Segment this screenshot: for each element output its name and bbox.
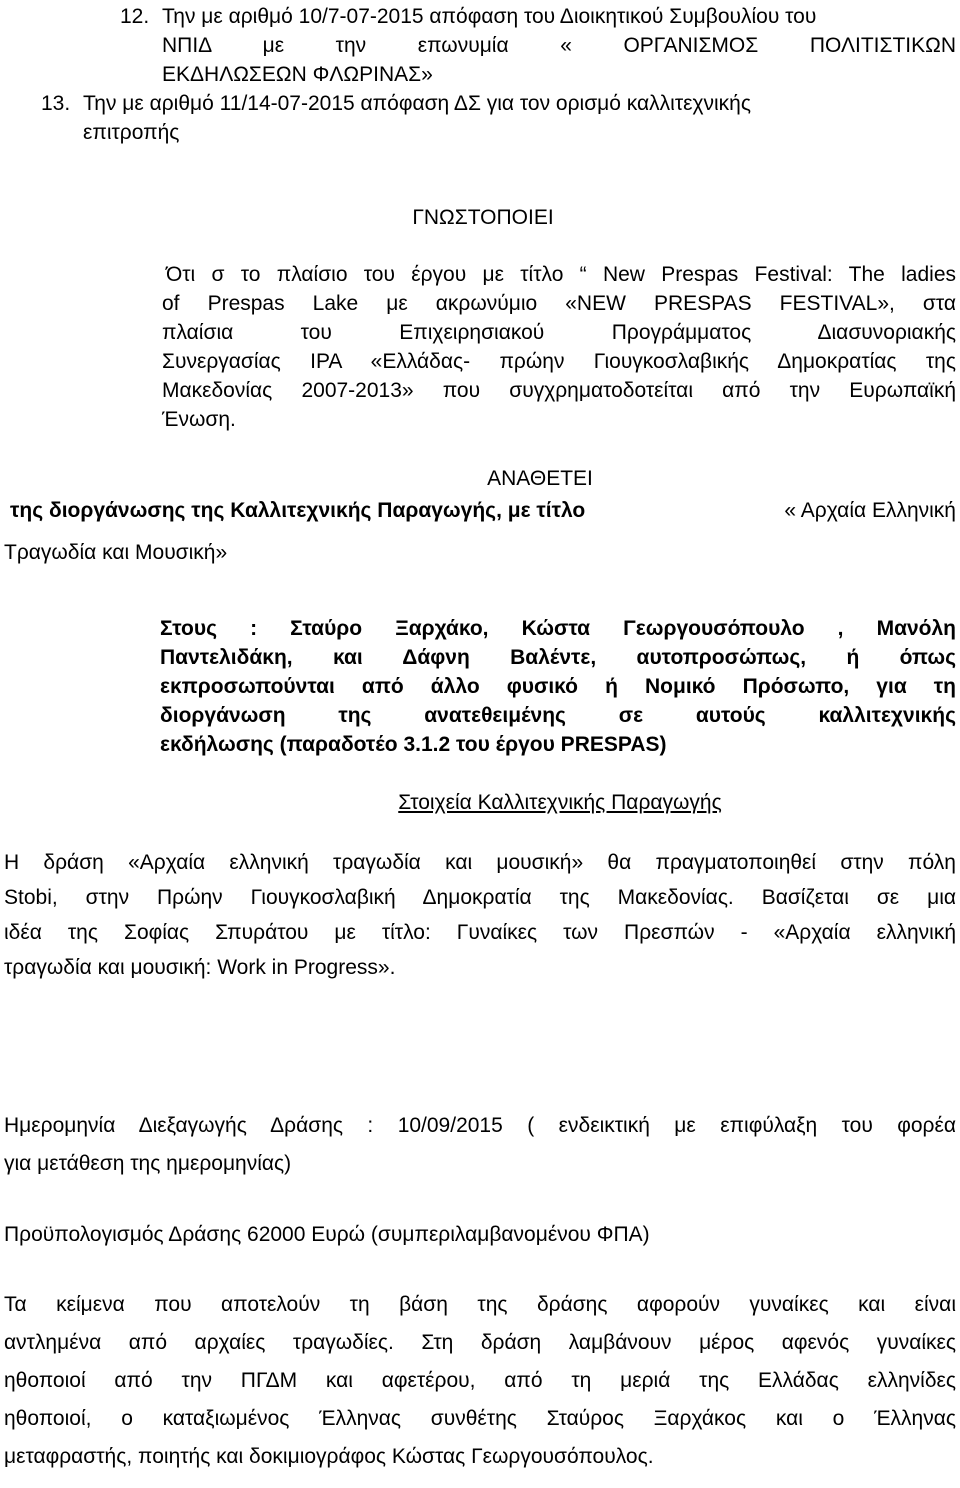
paragraph-line: Τα κείμενα που αποτελούν τη βάση της δράσης αφορούν γυναίκες και είναι xyxy=(4,1293,956,1316)
paragraph-line: Μακεδονίας 2007-2013» που συγχρηματοδοτείται από την Ευρωπαϊκή xyxy=(162,379,956,402)
paragraph-line: Ένωση. xyxy=(162,408,236,431)
list-item-text-line: Την με αριθμό 11/14-07-2015 απόφαση ΔΣ για τον ορισμό καλλιτεχνικής xyxy=(83,92,751,115)
paragraph-line: διοργάνωση της ανατεθειμένης σε αυτούς καλλιτεχνικής xyxy=(160,704,956,727)
action-paragraph xyxy=(4,845,956,985)
list-item-12-cont2 xyxy=(162,60,956,89)
paragraph-line: μεταφραστής, ποιητής και δοκιμιογράφος Κώστας Γεωργουσόπουλος. xyxy=(4,1445,654,1468)
budget-line: Προϋπολογισμός Δράσης 62000 Ευρώ (συμπεριλαμβανομένου ΦΠΑ) xyxy=(4,1223,650,1246)
list-item-text-line: ΕΚΔΗΛΩΣΕΩΝ ΦΛΩΡΙΝΑΣ» xyxy=(162,63,433,86)
paragraph-line: Συνεργασίας IPA «Ελλάδας- πρώην Γιουγκοσλαβικής Δημοκρατίας της xyxy=(162,350,956,373)
list-number: 12. xyxy=(120,5,150,28)
list-item-text-line: Την με αριθμό 10/7-07-2015 απόφαση του Διοικητικού Συμβουλίου του xyxy=(162,5,817,28)
paragraph-line: Παντελιδάκη, και Δάφνη Βαλέντε, αυτοπροσώπως, ή όπως xyxy=(160,646,956,669)
list-item-12 xyxy=(120,2,956,31)
details-heading: Στοιχεία Καλλιτεχνικής Παραγωγής xyxy=(398,791,722,814)
paragraph-line: πλαίσια του Επιχειρησιακού Προγράμματος Διασυνοριακής xyxy=(162,321,956,344)
paragraph-line: Ότι σ το πλαίσιο του έργου με τίτλο “ New Prespas Festival: The ladies xyxy=(166,263,956,286)
paragraph-line: Ημερομηνία Διεξαγωγής Δράσης : 10/09/2015 ( ενδεικτική με επιφύλαξη του φορέα xyxy=(4,1114,956,1137)
paragraph-line: εκδήλωσης (παραδοτέο 3.1.2 του έργου PRESPAS) xyxy=(160,733,667,756)
paragraph-line: Η δράση «Αρχαία ελληνική τραγωδία και μουσική» θα πραγματοποιηθεί στην πόλη xyxy=(4,851,956,874)
list-item-text-line: επιτροπής xyxy=(83,121,180,144)
paragraph-line: ηθοποιοί, ο καταξιωμένος Έλληνας συνθέτης Σταύρος Ξαρχάκος και ο Έλληνας xyxy=(4,1407,956,1430)
paragraph-line: Στους : Σταύρο Ξαρχάκο, Κώστα Γεωργουσόπουλο , Μανόλη xyxy=(160,617,956,640)
paragraph-line: εκπροσωπούνται από άλλο φυσικό ή Νομικό Πρόσωπο, για τη xyxy=(160,675,956,698)
texts-paragraph xyxy=(4,1286,956,1476)
paragraph-line: of Prespas Lake με ακρωνύμιο «NEW PRESPAS FESTIVAL», στα xyxy=(162,292,956,315)
list-number: 13. xyxy=(41,92,71,115)
paragraph-line: ηθοποιοί από την ΠΓΔΜ και αφετέρου, από τη μεριά της Ελλάδας ελληνίδες xyxy=(4,1369,956,1392)
list-item-text-line: ΝΠΙΔ με την επωνυμία « ΟΡΓΑΝΙΣΜΟΣ ΠΟΛΙΤΙΣΤΙΚΩΝ xyxy=(162,34,956,57)
recipients-paragraph xyxy=(160,614,956,759)
assign-production-title-cont: Τραγωδία και Μουσική» xyxy=(4,541,228,564)
list-item-13 xyxy=(41,89,956,118)
paragraph-line: Stobi, στην Πρώην Γιουγκοσλαβική Δημοκρατία της Μακεδονίας. Βασίζεται σε μια xyxy=(4,886,956,909)
list-item-13-cont xyxy=(83,118,956,147)
announce-heading: ΓΝΩΣΤΟΠΟΙΕΙ xyxy=(412,206,554,229)
paragraph-line: τραγωδία και μουσική: Work in Progress». xyxy=(4,956,396,979)
assign-heading: ΑΝΑΘΕΤΕΙ xyxy=(487,467,593,490)
paragraph-line: αντλημένα από αρχαίες τραγωδίες. Στη δράση λαμβάνουν μέρος αφενός γυναίκες xyxy=(4,1331,956,1354)
assign-line-bold: της διοργάνωσης της Καλλιτεχνικής Παραγωγής, με τίτλο xyxy=(10,499,586,522)
list-item-12-cont xyxy=(162,31,956,60)
assign-production-title: « Αρχαία Ελληνική xyxy=(784,499,956,522)
date-paragraph xyxy=(4,1107,956,1183)
paragraph-line: ιδέα της Σοφίας Σπυράτου με τίτλο: Γυναίκες των Πρεσπών - «Αρχαία ελληνική xyxy=(4,921,956,944)
announce-paragraph xyxy=(162,260,956,434)
paragraph-line: για μετάθεση της ημερομηνίας) xyxy=(4,1152,292,1175)
